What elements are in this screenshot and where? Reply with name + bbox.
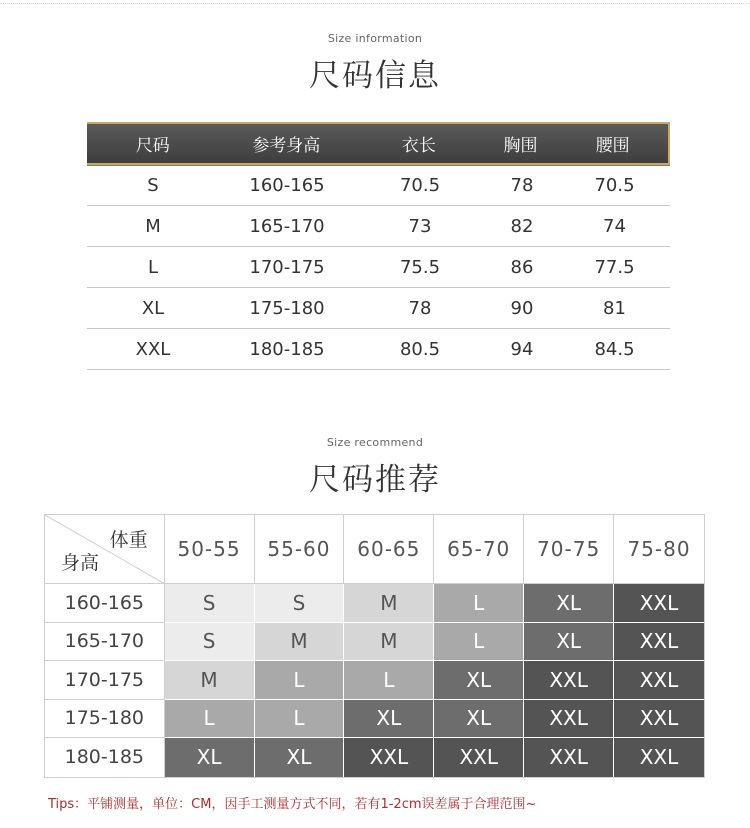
- header-height: 参考身高: [252, 136, 321, 156]
- recommended-size-cell: L: [165, 700, 255, 739]
- weight-column-header: 65-70: [434, 515, 524, 584]
- weight-column-header: 60-65: [344, 515, 434, 584]
- recommended-size-cell: XL: [344, 700, 434, 739]
- recommended-size-cell: L: [434, 584, 524, 623]
- recommended-size-cell: S: [165, 584, 255, 623]
- recommended-size-cell: S: [165, 623, 255, 662]
- recommended-size-cell: XXL: [614, 623, 704, 662]
- size-info-subtitle: Size information: [327, 32, 423, 45]
- recommended-size-cell: XXL: [524, 700, 614, 739]
- recommend-row: [45, 738, 704, 777]
- cell-height: 180-185: [249, 338, 325, 360]
- size-info-title: 尺码信息: [309, 58, 441, 94]
- size-info-header: [87, 122, 670, 165]
- cell-size: M: [145, 215, 161, 237]
- weight-column-header: 70-75: [524, 515, 614, 584]
- recommended-size-cell: XXL: [614, 661, 704, 700]
- recommended-size-cell: L: [255, 661, 345, 700]
- cell-size: L: [147, 256, 159, 278]
- cell-waist: 77.5: [594, 256, 635, 278]
- size-info-row: [87, 329, 670, 370]
- cell-height: 170-175: [249, 256, 325, 278]
- recommended-size-cell: XL: [255, 738, 345, 777]
- cell-length: 80.5: [399, 338, 441, 360]
- size-info-row: [87, 206, 670, 247]
- size-recommend-title: 尺码推荐: [309, 462, 441, 498]
- recommend-header-row: [45, 515, 704, 584]
- recommended-size-cell: M: [255, 623, 345, 662]
- height-row-label: 170-175: [45, 661, 165, 700]
- recommended-size-cell: XXL: [434, 738, 524, 777]
- header-length: 衣长: [401, 136, 436, 156]
- cell-waist: 74: [603, 215, 626, 237]
- tips-note: Tips：平铺测量，单位：CM，因手工测量方式不同，若有1-2cm误差属于合理范围~: [48, 797, 537, 812]
- cell-height: 175-180: [249, 297, 325, 319]
- size-info-row: [87, 165, 670, 206]
- recommended-size-cell: L: [434, 623, 524, 662]
- top-dotted-border: [0, 3, 750, 4]
- cell-chest: 86: [510, 256, 534, 278]
- header-size: 尺码: [135, 136, 170, 156]
- height-row-label: 175-180: [45, 700, 165, 739]
- weight-column-header: 75-80: [614, 515, 704, 584]
- size-info-row: [87, 288, 670, 329]
- cell-length: 73: [408, 215, 432, 237]
- recommended-size-cell: XXL: [614, 584, 704, 623]
- recommend-row: [45, 623, 704, 662]
- cell-height: 165-170: [249, 215, 325, 237]
- recommend-row: [45, 700, 704, 739]
- height-row-label: 160-165: [45, 584, 165, 623]
- recommended-size-cell: XL: [434, 661, 524, 700]
- recommended-size-cell: L: [255, 700, 345, 739]
- size-info-table: [87, 122, 670, 370]
- weight-column-header: 50-55: [165, 515, 255, 584]
- height-row-label: 180-185: [45, 738, 165, 777]
- recommended-size-cell: XL: [524, 623, 614, 662]
- recommend-row: [45, 584, 704, 623]
- recommend-row: [45, 661, 704, 700]
- cell-length: 70.5: [399, 174, 441, 196]
- cell-chest: 94: [510, 338, 534, 360]
- cell-size: XL: [141, 297, 165, 319]
- size-info-body: [87, 165, 670, 370]
- recommended-size-cell: XL: [434, 700, 524, 739]
- cell-chest: 78: [510, 174, 534, 196]
- corner-weight-label: 体重: [109, 529, 148, 551]
- cell-waist: 81: [603, 297, 626, 319]
- height-row-label: 165-170: [45, 623, 165, 662]
- recommend-body: [45, 584, 704, 777]
- cell-waist: 70.5: [594, 174, 635, 196]
- cell-length: 78: [408, 297, 432, 319]
- cell-size: S: [147, 174, 159, 196]
- cell-waist: 84.5: [594, 338, 635, 360]
- cell-size: XXL: [135, 338, 171, 360]
- recommended-size-cell: M: [344, 584, 434, 623]
- recommended-size-cell: XXL: [614, 700, 704, 739]
- cell-height: 160-165: [249, 174, 325, 196]
- size-info-row: [87, 247, 670, 288]
- recommended-size-cell: XXL: [524, 661, 614, 700]
- recommended-size-cell: M: [344, 623, 434, 662]
- recommended-size-cell: S: [255, 584, 345, 623]
- weight-column-header: 55-60: [255, 515, 345, 584]
- recommended-size-cell: XXL: [524, 738, 614, 777]
- size-recommend-subtitle: Size recommend: [326, 436, 424, 449]
- recommended-size-cell: XL: [524, 584, 614, 623]
- recommended-size-cell: XXL: [344, 738, 434, 777]
- cell-length: 75.5: [399, 256, 441, 278]
- recommended-size-cell: XXL: [614, 738, 704, 777]
- corner-height-label: 身高: [61, 552, 100, 574]
- recommended-size-cell: L: [344, 661, 434, 700]
- header-waist: 腰围: [595, 136, 630, 156]
- corner-cell: [45, 515, 165, 584]
- cell-chest: 90: [510, 297, 534, 319]
- recommended-size-cell: M: [165, 661, 255, 700]
- size-recommend-grid: [44, 514, 705, 778]
- header-chest: 胸围: [503, 136, 538, 156]
- cell-chest: 82: [510, 215, 534, 237]
- recommended-size-cell: XL: [165, 738, 255, 777]
